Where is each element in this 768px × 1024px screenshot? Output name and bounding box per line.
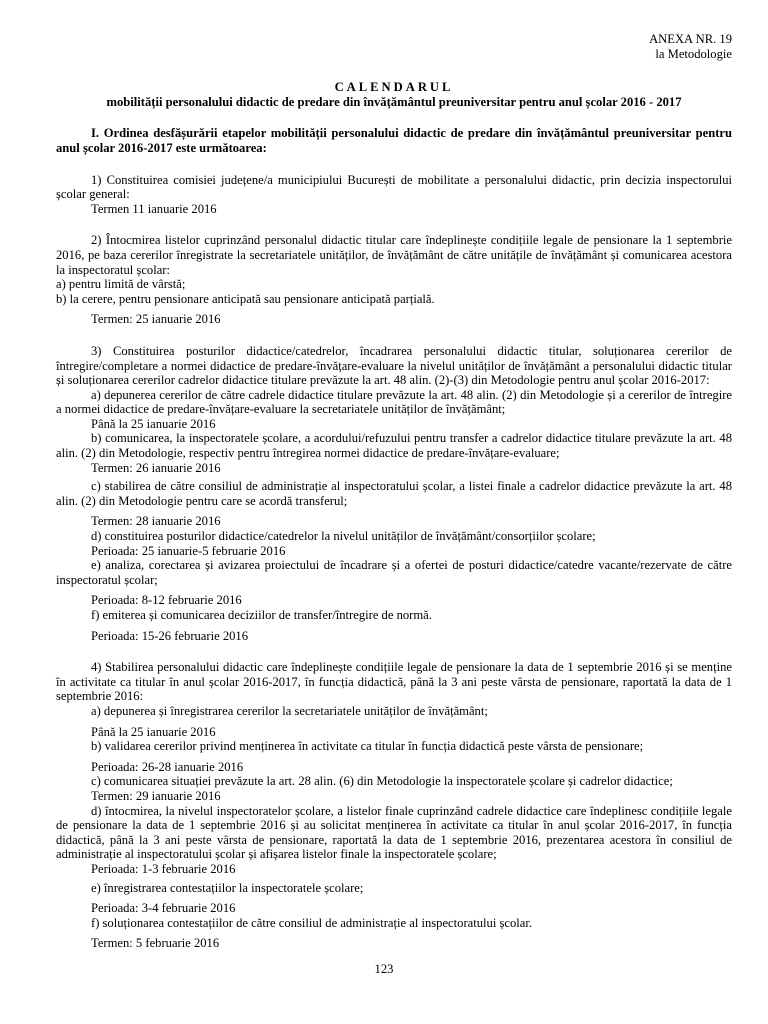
subitem-c: c) comunicarea situației prevăzute la art. 28 alin. (6) din Metodologie la inspectoratele școlare și cadrelor didactice;	[91, 774, 673, 789]
item-deadline: Termen 11 ianuarie 2016	[91, 201, 217, 216]
subitem-a-deadline: Până la 25 ianuarie 2016	[91, 724, 216, 739]
annex-context: la Metodologie	[655, 46, 732, 61]
subitem-d: d) întocmirea, la nivelul inspectoratelor școlare, a listelor finale cuprinzând cadrele didactice care îndeplinesc condițiile legale de pensionare la data de 1 septembrie 2016 și au solicitat menținerea în activitate ca titular în anul școlar 2016-2017, în funcția didactică, până la 3 ani peste vârsta de pensionare, raportată la data de 1 septembrie 2016, prezentarea acestora în consiliul de administrație al inspectoratului școlar și afișarea listelor finale la inspectoratele școlare;	[56, 803, 732, 862]
calendar-item-3	[56, 344, 732, 643]
subitem-d: d) constituirea posturilor didactice/catedrelor la nivelul unităților de învățământ/consorțiilor școlare;	[91, 529, 596, 544]
subitem-d-deadline: Perioada: 25 ianuarie-5 februarie 2016	[91, 543, 286, 558]
subitem-f: f) soluționarea contestațiilor de către consiliul de administrație al inspectoratului școlar.	[91, 915, 532, 930]
subitem-f-deadline: Termen: 5 februarie 2016	[91, 936, 220, 951]
section-heading: I. Ordinea desfășurării etapelor mobilității personalului didactic de predare din învățământul preuniversitar pentru anul școlar 2016-2017 este următoarea:	[56, 126, 732, 155]
document-title: CALENDARUL	[334, 80, 454, 95]
subitem-b: b) la cerere, pentru pensionare anticipată sau pensionare anticipată parțială.	[56, 291, 435, 306]
subitem-d-deadline: Perioada: 1-3 februarie 2016	[91, 861, 236, 876]
subitem-b: b) validarea cererilor privind menținerea în activitate ca titular în funcția didactică peste vârsta de pensionare;	[91, 739, 644, 754]
subitem-e: e) înregistrarea contestațiilor la inspectoratele școlare;	[91, 880, 364, 895]
annex-reference	[56, 32, 732, 61]
subitem-e-deadline: Perioada: 3-4 februarie 2016	[91, 901, 236, 916]
calendar-item-4	[56, 660, 732, 951]
calendar-item-1	[56, 173, 732, 217]
item-text: 2) Întocmirea listelor cuprinzând personalul didactic titular care îndeplinește condițiile legale de pensionare la 1 septembrie 2016, pe baza cererilor înregistrate la secretariatele unităților, de învățământ de către unitățile de învățământ și comunicarea acestora la inspectoratul școlar:	[56, 233, 732, 277]
calendar-item-2	[56, 233, 732, 327]
subitem-a: a) depunerea și înregistrarea cererilor la secretariatele unităților de învățământ;	[91, 703, 488, 718]
subitem-e-deadline: Perioada: 8-12 februarie 2016	[91, 593, 242, 608]
item-text: 4) Stabilirea personalului didactic care îndeplinește condițiile legale de pensionare la data de 1 septembrie 2016 și se menține în activitate ca titular în anul școlar 2016-2017, în funcția didactică, până la 3 ani peste vârsta de pensionare, raportată la data de 1 septembrie 2016:	[56, 660, 732, 704]
subitem-c: c) stabilirea de către consiliul de administrație al inspectoratului școlar, a listei finale a cadrelor didactice prevăzute la art. 48 alin. (2) din Metodologie pentru care se acordă transferul;	[56, 479, 732, 508]
subitem-c-deadline: Termen: 29 ianuarie 2016	[91, 788, 221, 803]
document-subtitle: mobilității personalului didactic de predare din învățământul preuniversitar pentru anul școlar 2016 - 2017	[106, 94, 682, 109]
item-deadline: Termen: 25 ianuarie 2016	[91, 312, 221, 327]
item-text: 1) Constituirea comisiei județene/a municipiului București de mobilitate a personalului didactic, prin decizia inspectorului școlar general:	[56, 172, 732, 202]
subitem-a-deadline: Până la 25 ianuarie 2016	[91, 416, 216, 431]
subitem-c-deadline: Termen: 28 ianuarie 2016	[91, 514, 221, 529]
subitem-f: f) emiterea și comunicarea deciziilor de transfer/întregire de normă.	[91, 608, 432, 622]
subitem-a: a) pentru limită de vârstă;	[56, 277, 186, 292]
subitem-a: a) depunerea cererilor de către cadrele didactice titulare prevăzute la art. 48 alin. (2) din Metodologie și a cererilor de întregire a normei didactice de predare-învățare-evaluare la secretariatele unităților de învățământ;	[56, 387, 732, 417]
item-text: 3) Constituirea posturilor didactice/catedrelor, încadrarea personalului didactic titular, soluționarea cererilor de întregire/completare a normei didactice de predare-învățare-evaluare la nivelul unităților de învățământ a personalului didactic titular și soluționarea cererilor cadrelor didactice titulare prevăzute la art. 48 alin. (2)-(3) din Metodologie pentru anul școlar 2016-2017:	[56, 343, 732, 388]
annex-number: ANEXA NR. 19	[649, 32, 732, 46]
subitem-b: b) comunicarea, la inspectoratele școlare, a acordului/refuzului pentru transfer a cadrelor didactice titulare prevăzute la art. 48 alin. (2) din Metodologie, respectiv pentru întregirea normei didactice de predare-învățare-evaluare;	[56, 431, 732, 461]
page-number: 123	[374, 962, 394, 976]
subitem-b-deadline: Termen: 26 ianuarie 2016	[91, 460, 221, 475]
subitem-e: e) analiza, corectarea și avizarea proiectului de încadrare și a ofertei de posturi didactice/catedre vacante/rezervate de către inspectoratul școlar;	[56, 558, 732, 587]
subitem-b-deadline: Perioada: 26-28 ianuarie 2016	[91, 759, 244, 774]
subitem-f-deadline: Perioada: 15-26 februarie 2016	[91, 628, 249, 643]
